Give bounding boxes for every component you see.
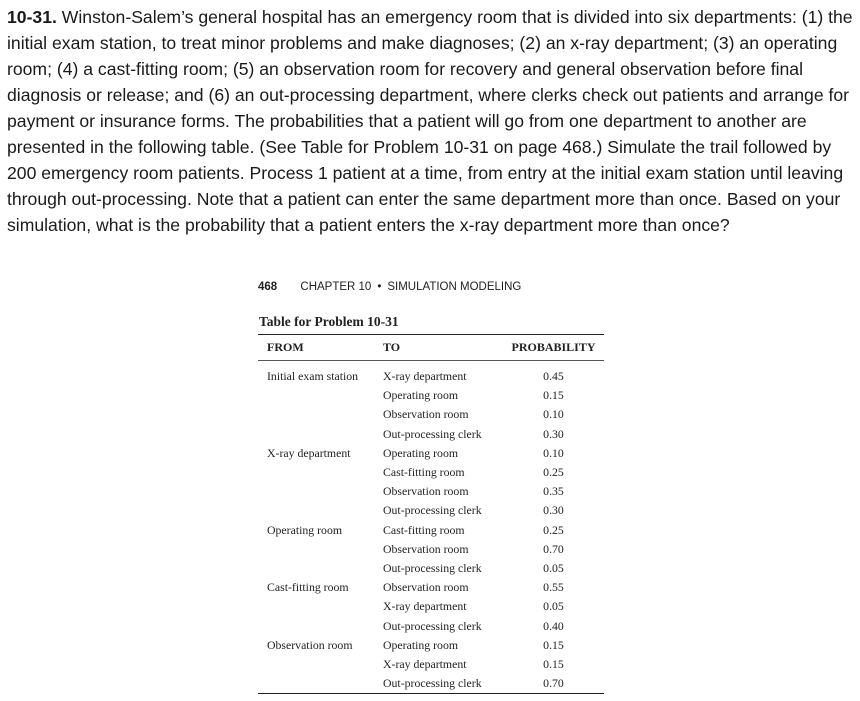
table-row — [258, 540, 604, 559]
bullet-separator: • — [377, 281, 382, 293]
table-row — [258, 559, 604, 578]
probability-cell: 0.35 — [543, 484, 564, 499]
probability-cell: 0.70 — [543, 676, 564, 691]
problem-number: 10-31. — [7, 7, 57, 27]
table-row — [258, 463, 604, 482]
from-cell — [258, 674, 383, 693]
probability-cell: 0.40 — [543, 618, 564, 633]
chapter-label: CHAPTER 10 — [300, 281, 372, 293]
table-bottom-rule — [258, 693, 604, 694]
table-row — [258, 636, 604, 655]
probability-cell: 0.30 — [543, 503, 564, 518]
to-cell: Out-processing clerk — [383, 560, 482, 575]
probability-cell: 0.10 — [543, 445, 564, 460]
to-cell: Observation room — [383, 541, 469, 556]
from-cell: Observation room — [267, 637, 353, 652]
table-title: Table for Problem 10-31 — [259, 314, 399, 329]
probability-cell: 0.15 — [543, 656, 564, 671]
table-row — [258, 655, 604, 674]
table-row — [258, 674, 604, 693]
from-cell: Cast-fitting room — [267, 580, 349, 595]
probability-cell: 0.45 — [543, 369, 564, 384]
from-cell: Initial exam station — [267, 369, 359, 384]
from-cell — [258, 559, 383, 578]
table-row — [258, 578, 604, 597]
to-cell: Observation room — [383, 580, 469, 595]
from-cell — [258, 655, 383, 674]
probability-cell: 0.10 — [543, 407, 564, 422]
table-row — [258, 597, 604, 616]
table-row — [258, 482, 604, 501]
to-cell: Operating room — [383, 388, 459, 403]
from-cell — [258, 597, 383, 616]
book-page-header — [258, 281, 521, 293]
probability-cell: 0.15 — [543, 388, 564, 403]
probability-cell: 0.25 — [543, 465, 564, 480]
probability-cell: 0.05 — [543, 560, 564, 575]
to-cell: Observation room — [383, 407, 469, 422]
transition-table — [258, 334, 604, 694]
from-cell — [258, 386, 383, 405]
to-cell: Observation room — [383, 484, 469, 499]
from-cell — [258, 616, 383, 635]
from-cell — [258, 540, 383, 559]
from-cell: X-ray department — [267, 445, 351, 460]
to-cell: Operating room — [383, 445, 459, 460]
probability-cell: 0.25 — [543, 522, 564, 537]
to-cell: Out-processing clerk — [383, 676, 482, 691]
table-row — [258, 405, 604, 424]
table-body — [258, 361, 604, 693]
from-cell: Operating room — [267, 522, 343, 537]
table-row — [258, 501, 604, 520]
problem-statement — [7, 4, 855, 238]
column-header-probability: PROBABILITY — [511, 340, 596, 354]
to-cell: Cast-fitting room — [383, 465, 465, 480]
probability-cell: 0.55 — [543, 580, 564, 595]
problem-text: Winston-Salem’s general hospital has an emergency room that is divided into six departments: (1) the initial exam station, to treat minor problems and make diagnoses; (2) an x-ray department; (3) an operating room; (4) a cast-fitting room; (5) an observation room for recovery and general observation before final diagnosis or release; and (6) an out-processing department, where clerks check out patients and arrange for payment or insurance forms. The probabilities that a patient will go from one department to another are presented in the following table. (See Table for Problem 10-31 on page 468.) Simulate the trail followed by 200 emergency room patients. Process 1 patient at a time, from entry at the initial exam station until leaving through out-processing. Note that a patient can enter the same department more than once. Based on your simulation, what is the probability that a patient enters the x-ray department more than once? — [7, 7, 853, 235]
from-cell — [258, 463, 383, 482]
to-cell: Out-processing clerk — [383, 618, 482, 633]
to-cell: Cast-fitting room — [383, 522, 465, 537]
section-label: SIMULATION MODELING — [387, 281, 522, 293]
table-row — [258, 521, 604, 540]
table-row — [258, 361, 604, 386]
column-header-to: TO — [383, 340, 401, 354]
probability-cell: 0.70 — [543, 541, 564, 556]
to-cell: Out-processing clerk — [383, 426, 482, 441]
table-row — [258, 425, 604, 444]
table-row — [258, 444, 604, 463]
page-number: 468 — [258, 281, 278, 293]
to-cell: X-ray department — [383, 369, 467, 384]
to-cell: X-ray department — [383, 656, 467, 671]
table-header-row — [258, 335, 604, 361]
table-row — [258, 386, 604, 405]
table-row — [258, 616, 604, 635]
to-cell: Operating room — [383, 637, 459, 652]
from-cell — [258, 425, 383, 444]
probability-cell: 0.30 — [543, 426, 564, 441]
to-cell: X-ray department — [383, 599, 467, 614]
from-cell — [258, 405, 383, 424]
from-cell — [258, 482, 383, 501]
probability-cell: 0.15 — [543, 637, 564, 652]
probability-cell: 0.05 — [543, 599, 564, 614]
column-header-from: FROM — [267, 340, 304, 354]
from-cell — [258, 501, 383, 520]
to-cell: Out-processing clerk — [383, 503, 482, 518]
